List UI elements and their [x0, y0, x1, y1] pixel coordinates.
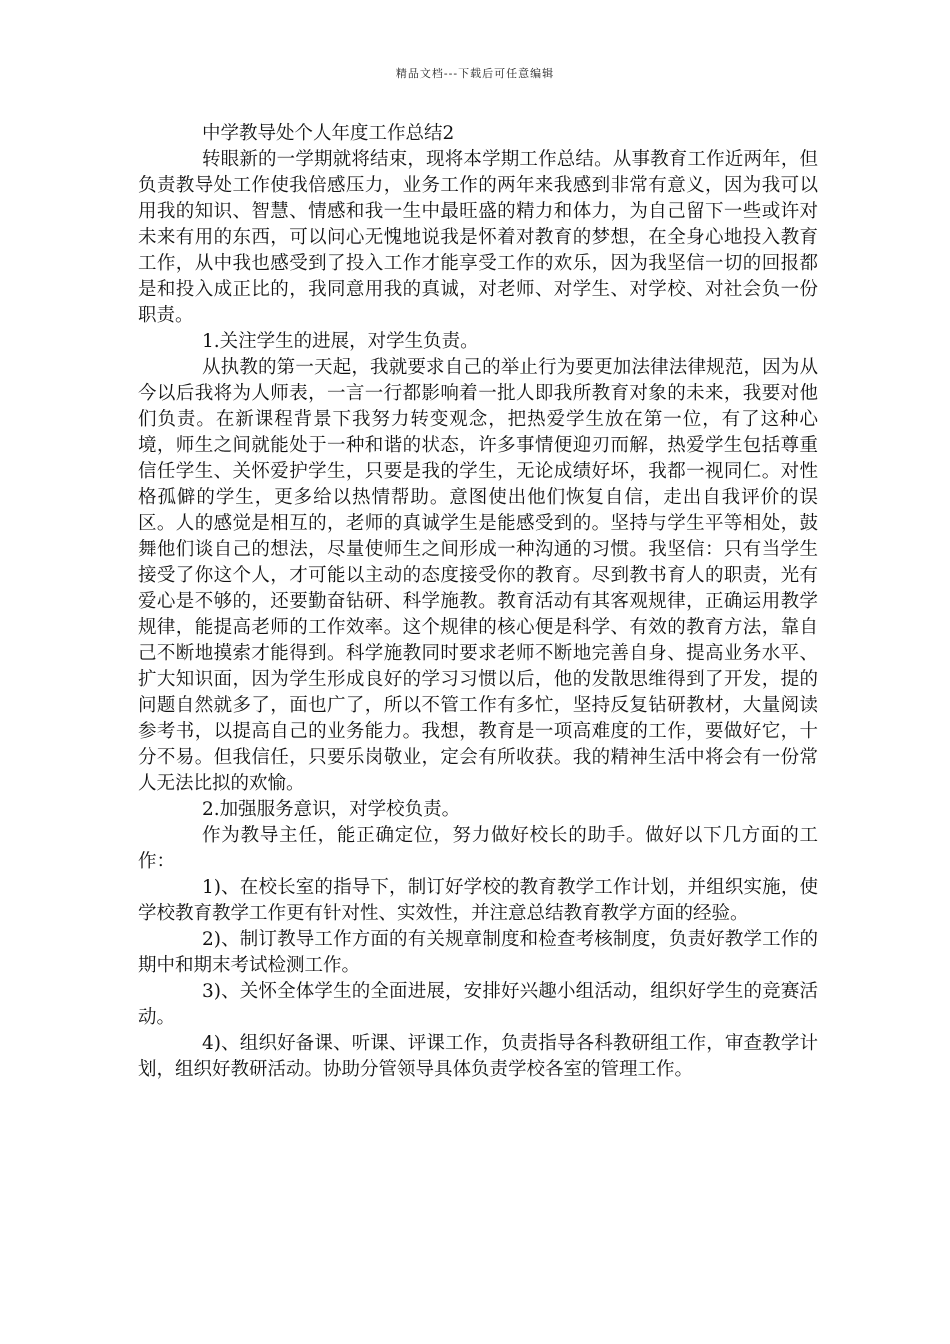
paragraph-section-1: 从执教的第一天起，我就要求自己的举止行为要更加法律法律规范，因为从今以后我将为人师表，一言一行都影响着一批人即我所教育对象的未来，我要对他们负责。在新课程背景下我努力转变观念，把热爱学生放在第一位，有了这种心境，师生之间就能处于一种和谐的状态，许多事情便迎刃而解，热爱学生包括尊重信任学生、关怀爱护学生，只要是我的学生，无论成绩好坏，我都一视同仁。对性格孤僻的学生，更多给以热情帮助。意图使出他们恢复自信，走出自我评价的误区。人的感觉是相互的，老师的真诚学生是能感受到的。坚持与学生平等相处，鼓舞他们谈自己的想法，尽量使师生之间形成一种沟通的习惯。我坚信：只有当学生接受了你这个人，才可能以主动的态度接受你的教育。尽到教书育人的职责，光有爱心是不够的，还要勤奋钻研、科学施教。教育活动有其客观规律，正确运用教学规律，能提高老师的工作效率。这个规律的核心便是科学、有效的教育方法，靠自己不断地摸索才能得到。科学施教同时要求老师不断地完善自身、提高业务水平、扩大知识面，因为学生形成良好的学习习惯以后，他的发散思维得到了开发，提的问题自然就多了，面也广了，所以不管工作有多忙，坚持反复钻研教材，大量阅读参考书，以提高自己的业务能力。我想，教育是一项高难度的工作，要做好它，十分不易。但我信任，只要乐岗敬业，定会有所收获。我的精神生活中将会有一份常人无法比拟的欢愉。 — [138, 357, 818, 794]
list-item-4: 4)、组织好备课、听课、评课工作，负责指导各科教研组工作，审查教学计划，组织好教研活动。协助分管领导具体负责学校各室的管理工作。 — [138, 1033, 818, 1080]
list-item-1: 1)、在校长室的指导下，制订好学校的教育教学工作计划，并组织实施，使学校教育教学工作更有针对性、实效性，并注意总结教育教学方面的经验。 — [138, 877, 818, 924]
document-body — [138, 121, 818, 1083]
section-heading-2: 2.加强服务意识，对学校负责。 — [202, 799, 461, 820]
section-heading-1: 1.关注学生的进展，对学生负责。 — [202, 331, 479, 352]
list-item-2: 2)、制订教导工作方面的有关规章制度和检查考核制度，负责好教学工作的期中和期末考试检测工作。 — [138, 929, 818, 976]
list-item-3: 3)、关怀全体学生的全面进展，安排好兴趣小组活动，组织好学生的竞赛活动。 — [138, 981, 818, 1028]
header-note: 精品文档---下载后可任意编辑 — [395, 67, 555, 80]
paragraph-intro: 转眼新的一学期就将结束，现将本学期工作总结。从事教育工作近两年，但负责教导处工作使我倍感压力，业务工作的两年来我感到非常有意义，因为我可以用我的知识、智慧、情感和我一生中最旺盛的精力和体力，为自己留下一些或许对未来有用的东西，可以问心无愧地说我是怀着对教育的梦想，在全身心地投入教育工作，从中我也感受到了投入工作才能享受工作的欢乐，因为我坚信一切的回报都是和投入成正比的，我同意用我的真诚，对老师、对学生、对学校、对社会负一份职责。 — [138, 149, 818, 326]
paragraph-section-2: 作为教导主任，能正确定位，努力做好校长的助手。做好以下几方面的工作： — [138, 825, 818, 872]
document-title: 中学教导处个人年度工作总结2 — [202, 123, 455, 144]
